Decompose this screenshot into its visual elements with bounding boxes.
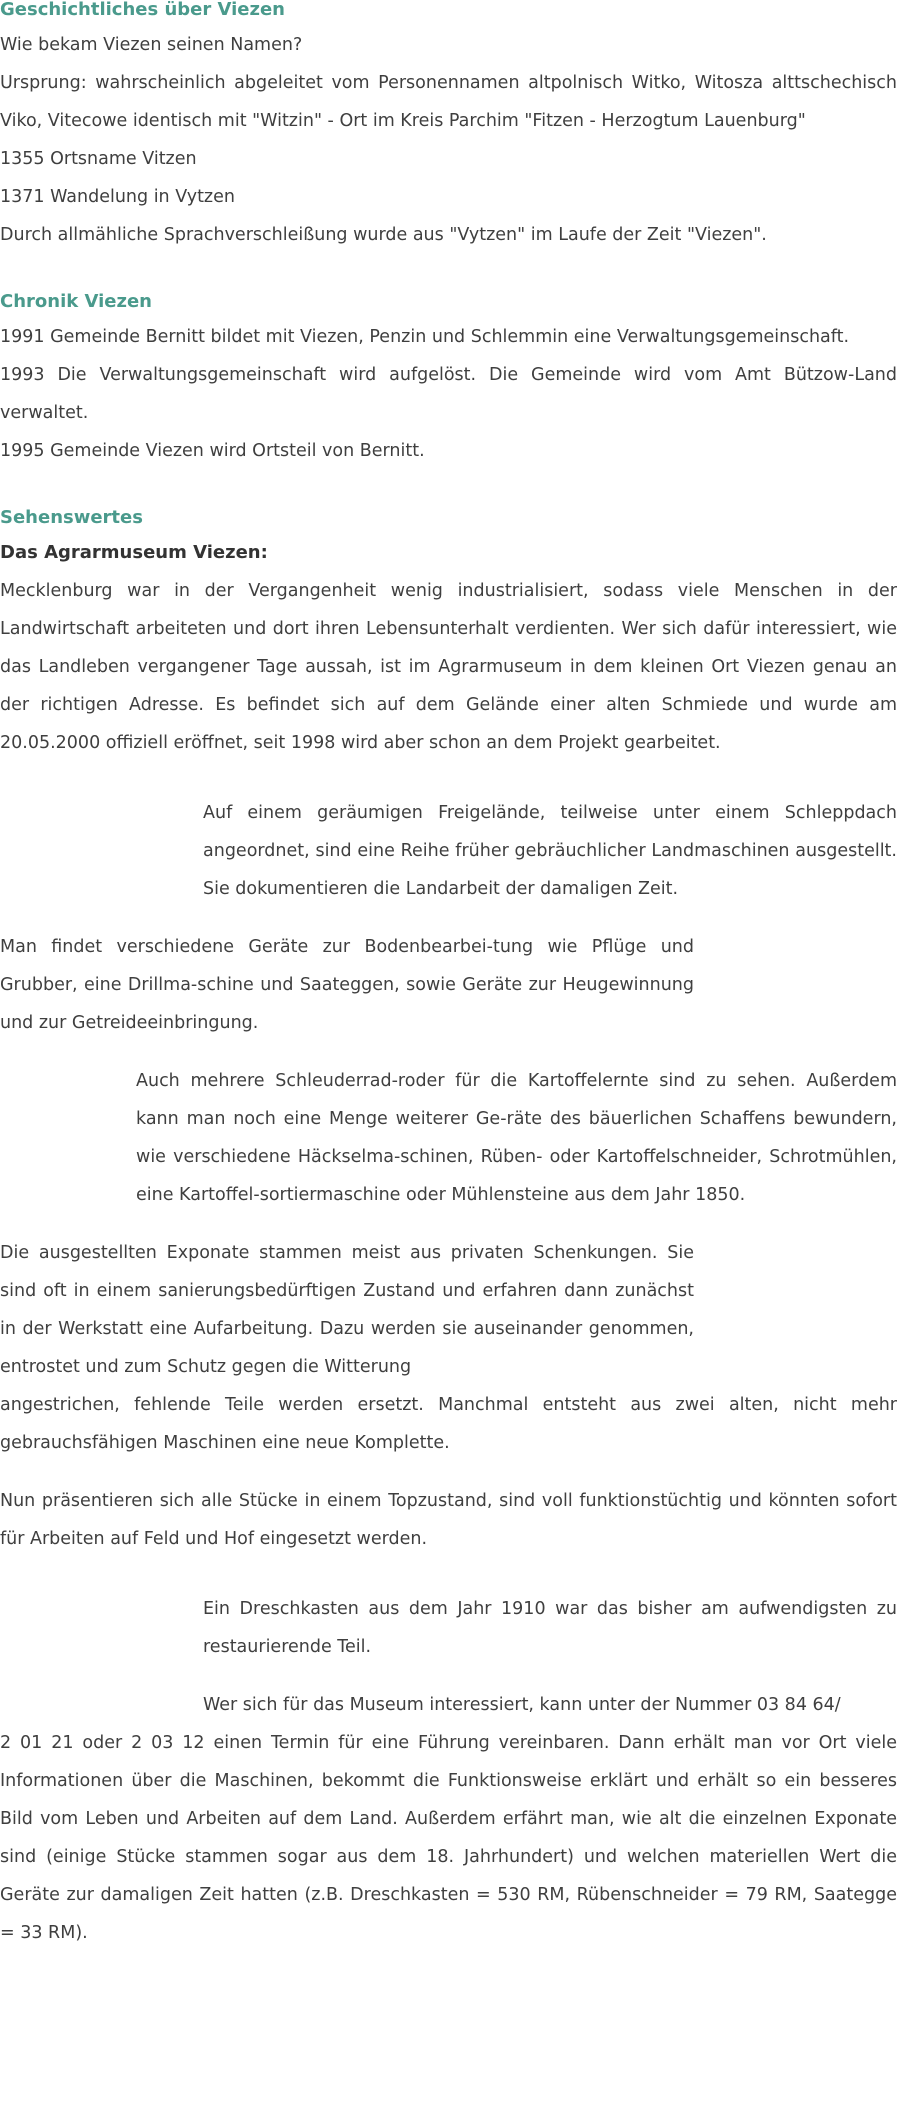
museum-tools: Man findet verschiedene Geräte zur Bodenbearbei-tung wie Pflüge und Grubber, eine Drillma-schine und Saateggen, sowie Geräte zur Heugewinnung und zur Getreideeinbringung. bbox=[0, 937, 694, 1033]
chronicle-1991: 1991 Gemeinde Bernitt bildet mit Viezen, Penzin und Schlemmin eine Verwaltungsgemeinschaft. bbox=[0, 327, 850, 347]
museum-potato-machines: Auch mehrere Schleuderrad-roder für die Kartoffelernte sind zu sehen. Außerdem kann man noch eine Menge weiterer Ge-räte des bäuerlichen Schaffens bewundern, wie verschiedene Häckselma-schinen, Rüben- oder Kartoffelschneider, Schrotmühlen, eine Kartoffel-sortiermaschine oder Mühlensteine aus dem Jahr 1850. bbox=[136, 1071, 897, 1205]
name-origin: Ursprung: wahrscheinlich abgeleitet vom Personennamen altpolnisch Witko, Witosza alttschechisch Viko, Vitecowe identisch mit "Witzin" - Ort im Kreis Parchim "Fitzen - Herzogtum Lauenburg" bbox=[0, 73, 897, 131]
chronicle-1993: 1993 Die Verwaltungsgemeinschaft wird aufgelöst. Die Gemeinde wird vom Amt Bützow-Land verwaltet. bbox=[0, 365, 897, 423]
history-heading: Geschichtliches über Viezen bbox=[0, 0, 285, 20]
chronicle-heading: Chronik Viezen bbox=[0, 291, 152, 312]
museum-condition: Nun präsentieren sich alle Stücke in einem Topzustand, sind voll funktionstüchtig und könnten sofort für Arbeiten auf Feld und Hof eingesetzt werden. bbox=[0, 1491, 897, 1549]
history-language-shift: Durch allmähliche Sprachverschleißung wurde aus "Vytzen" im Laufe der Zeit "Viezen". bbox=[0, 225, 767, 245]
name-question: Wie bekam Viezen seinen Namen? bbox=[0, 35, 303, 55]
history-1355: 1355 Ortsname Vitzen bbox=[0, 149, 197, 169]
museum-threshing-box: Ein Dreschkasten aus dem Jahr 1910 war das bisher am aufwendigsten zu restaurierende Teil. bbox=[203, 1599, 897, 1657]
museum-contact: 2 01 21 oder 2 03 12 einen Termin für eine Führung vereinbaren. Dann erhält man vor Ort viele Informationen über die Maschinen, bekommt die Funktionsweise erklärt und erhält so ein besseres Bild vom Leben und Arbeiten auf dem Land. Außerdem erfährt man, wie alt die einzelnen Exponate sind (einige Stücke stammen sogar aus dem 18. Jahrhundert) und welchen materiellen Wert die Geräte zur damaligen Zeit hatten (z.B. Dreschkasten = 530 RM, Rübenschneider = 79 RM, Saategge = 33 RM). bbox=[0, 1733, 897, 1943]
museum-donations-continued: angestrichen, fehlende Teile werden ersetzt. Manchmal entsteht aus zwei alten, nicht mehr gebrauchsfähigen Maschinen eine neue Komplette. bbox=[0, 1395, 897, 1453]
museum-title: Das Agrarmuseum Viezen: bbox=[0, 542, 268, 563]
history-1371: 1371 Wandelung in Vytzen bbox=[0, 187, 235, 207]
sights-heading: Sehenswertes bbox=[0, 507, 143, 528]
museum-outdoor-area: Auf einem geräumigen Freigelände, teilweise unter einem Schleppdach angeordnet, sind eine Reihe früher gebräuchlicher Landmaschinen ausgestellt. Sie dokumentieren die Landarbeit der damaligen Zeit. bbox=[203, 803, 897, 899]
chronicle-1995: 1995 Gemeinde Viezen wird Ortsteil von Bernitt. bbox=[0, 441, 425, 461]
museum-donations: Die ausgestellten Exponate stammen meist aus privaten Schenkungen. Sie sind oft in einem sanierungsbedürftigen Zustand und erfahren dann zunächst in der Werkstatt eine Aufarbeitung. Dazu werden sie auseinander genommen, entrostet und zum Schutz gegen die Witterung bbox=[0, 1243, 694, 1377]
museum-contact-first-line: Wer sich für das Museum interessiert, kann unter der Nummer 03 84 64/ bbox=[203, 1695, 841, 1715]
museum-intro: Mecklenburg war in der Vergangenheit wenig industrialisiert, sodass viele Menschen in der Landwirtschaft arbeiteten und dort ihren Lebensunterhalt verdienten. Wer sich dafür interessiert, wie das Landleben vergangener Tage aussah, ist im Agrarmuseum in dem kleinen Ort Viezen genau an der richtigen Adresse. Es befindet sich auf dem Gelände einer alten Schmiede und wurde am 20.05.2000 offiziell eröffnet, seit 1998 wird aber schon an dem Projekt gearbeitet. bbox=[0, 581, 897, 753]
